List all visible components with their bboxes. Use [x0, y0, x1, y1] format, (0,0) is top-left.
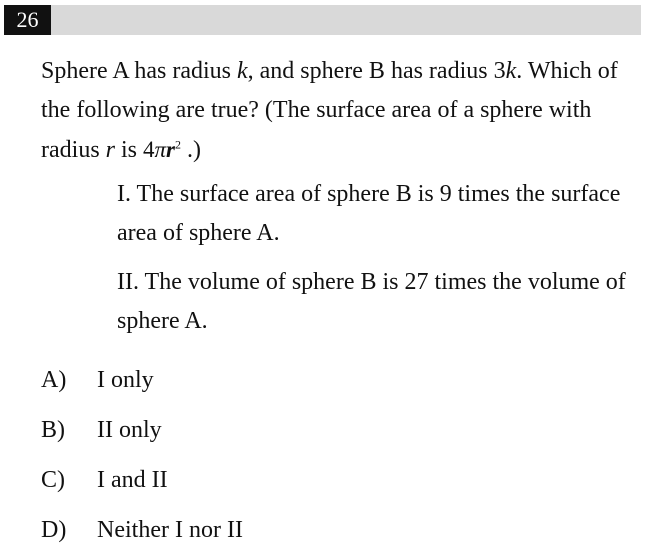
choice-text: II only: [97, 417, 162, 443]
stem-variable: r: [105, 137, 115, 163]
stem-variable: k: [236, 58, 248, 84]
question-header-bar: [4, 5, 641, 35]
choice-text: I only: [97, 367, 154, 393]
stem-text: .): [181, 137, 201, 163]
surface-area-formula: [143, 137, 181, 162]
choice-a[interactable]: [41, 360, 641, 410]
answer-choices: [41, 360, 641, 560]
choice-c[interactable]: [41, 460, 641, 510]
statement-list: [117, 175, 637, 351]
choice-b[interactable]: [41, 410, 641, 460]
statement-item: I. The surface area of sphere B is 9 times the surface area of sphere A.: [117, 181, 621, 246]
stem-variable: k: [505, 58, 517, 84]
choice-letter: B): [41, 417, 65, 443]
stem-text: Sphere A has radius: [41, 58, 237, 84]
choice-letter: A): [41, 367, 67, 393]
formula-radius: r: [166, 137, 175, 162]
question-number: 26: [4, 5, 51, 35]
choice-text: I and II: [97, 467, 168, 493]
stem-text: , and sphere B has radius 3: [247, 58, 506, 84]
choice-text: Neither I nor II: [97, 517, 243, 543]
choice-letter: C): [41, 467, 65, 493]
formula-coefficient: 4: [143, 137, 155, 162]
statement-item: II. The volume of sphere B is 27 times the volume of sphere A.: [117, 269, 626, 334]
choice-letter: D): [41, 517, 67, 543]
formula-exponent: 2: [175, 137, 181, 152]
question-stem: [41, 52, 641, 170]
stem-text: is: [115, 137, 144, 163]
formula-pi: π: [154, 137, 167, 162]
stem-text: . Which of the following are true? (The surface area of a sphere with radius: [41, 58, 618, 163]
